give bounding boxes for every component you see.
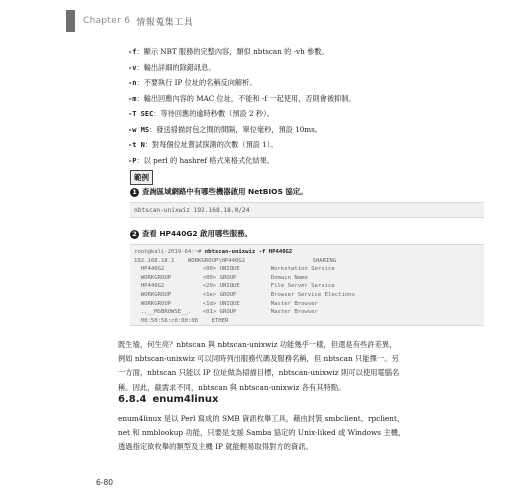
paragraph-line: net 和 nmblookup 功能，只要是支援 Samba 協定的 Unix-liked 或 Windows 主機， xyxy=(118,428,406,438)
shell-prompt: root@kali-2019-64:~# xyxy=(134,249,205,255)
netbios-name: HP440G2 xyxy=(140,283,165,290)
netbios-name: ..__MSBROWSE__. xyxy=(140,309,192,316)
code-block-command: nbtscan-unixwiz 192.168.18.0/24 xyxy=(130,202,484,218)
netbios-desc: Master Browser xyxy=(270,300,318,307)
netbios-name: WORKGROUP xyxy=(140,300,172,307)
step-text: 查詢區域網路中有哪些機器啟用 NetBIOS 協定。 xyxy=(142,187,308,196)
option-description: ：等待回應的逾時秒數（預設 2 秒）。 xyxy=(153,109,274,118)
option-item xyxy=(128,153,488,169)
netbios-name: WORKGROUP xyxy=(140,274,172,281)
option-flag: -v xyxy=(128,63,137,72)
chapter-header xyxy=(66,10,193,32)
paragraph-line: 既生瑜，何生亮？nbtscan 與 nbtscan-unixwiz 功能幾乎一樣，但還是有些許差異， xyxy=(118,340,397,349)
netbios-name: WORKGROUP xyxy=(140,291,172,298)
option-flag: -w MS xyxy=(128,125,150,134)
option-item xyxy=(128,75,488,91)
chapter-title: 情報蒐集工具 xyxy=(136,17,194,28)
netbios-desc: Browser Service Elections xyxy=(270,291,355,298)
body-paragraph xyxy=(118,338,488,395)
option-description: ：發送掃描封包之間的間隔，單位毫秒，預設 10ms。 xyxy=(149,124,322,134)
option-item xyxy=(128,60,488,76)
page-number: 6-80 xyxy=(96,478,114,487)
netbios-desc: Workstation Service xyxy=(270,266,335,273)
code-output-row xyxy=(134,291,484,300)
option-item xyxy=(128,106,488,122)
option-description: ：不要執行 IP 位址的名稱反向解析。 xyxy=(136,78,257,87)
section-title: enum4linux xyxy=(152,394,219,405)
paragraph-line: 稱。因此，截需求不同，nbtscan 與 nbtscan-unixwiz 各有其特點。 xyxy=(118,382,346,392)
paragraph-line: 例如 nbtscan-unixwiz 可以同時列出服務代碼及服務名稱，但 nbtscan 只能擇一。另 xyxy=(118,354,399,364)
body-paragraph xyxy=(118,412,488,455)
option-flag: -P xyxy=(128,156,137,165)
option-item xyxy=(128,137,488,153)
option-flag: -t N xyxy=(128,141,145,149)
paragraph-line: 一方面，nbtscan 只能以 IP 位址做為掃描目標，nbtscan-unixwiz 則可以使用電腦名 xyxy=(118,368,400,378)
option-flag: -n xyxy=(128,79,137,87)
netbios-type: <1d> UNIQUE xyxy=(202,300,240,307)
step-number-badge: 2 xyxy=(130,230,139,239)
netbios-desc: File Server Service xyxy=(270,283,335,290)
section-number: 6.8.4 xyxy=(118,394,147,405)
code-block-output xyxy=(130,244,484,326)
code-output-row xyxy=(134,300,484,309)
code-output-row xyxy=(134,274,484,283)
step-2 xyxy=(130,228,252,239)
netbios-desc: Master Browser xyxy=(270,309,318,316)
netbios-name: HP440G2 xyxy=(140,266,165,273)
option-description: ：以 perl 的 hashref 格式來格式化結果。 xyxy=(136,155,274,165)
netbios-type: <20> UNIQUE xyxy=(202,283,240,290)
shell-command: nbtscan-unixwiz -f HP440G2 xyxy=(204,249,293,255)
code-summary-line: 192.168.18.1 WORKGROUP\HP440G2 SHARING xyxy=(134,257,337,264)
option-description: ：輸出詳細的除錯訊息。 xyxy=(136,62,216,72)
code-mac-line xyxy=(134,317,484,326)
option-description: ：對每個位址嘗試探測的次數（預設 1）。 xyxy=(144,140,278,149)
netbios-type: <00> UNIQUE xyxy=(202,266,240,273)
option-description: ：顯示 NBT 服務的完整內容，類似 nbtscan 的 -vh 參數。 xyxy=(136,47,329,56)
option-list xyxy=(128,44,488,168)
netbios-type: <01> GROUP xyxy=(202,309,237,316)
code-prompt-line xyxy=(134,248,484,257)
option-flag: -T SEC xyxy=(128,110,154,118)
code-output-row xyxy=(134,308,484,317)
option-flag: -f xyxy=(128,48,137,56)
paragraph-line: 透過指定欲枚舉的類型及主機 IP 就能輕易取得對方的資訊。 xyxy=(118,442,313,452)
option-description: ：輸出回應內容的 MAC 位址，不能和 -f 一起使用，否則會被抑制。 xyxy=(136,93,356,103)
paragraph-line: enum4linux 是以 Perl 寫成的 SMB 資訊枚舉工具，藉由封裝 smbclient、rpclient、 xyxy=(118,414,405,423)
chapter-label: Chapter 6 xyxy=(83,16,131,26)
option-item xyxy=(128,122,488,138)
step-text: 查看 HP440G2 啟用哪些服務。 xyxy=(142,229,252,238)
mac-address: 00:50:56:c0:00:08 ETHER xyxy=(140,317,229,324)
netbios-type: <1e> GROUP xyxy=(202,291,237,298)
step-1 xyxy=(130,186,308,197)
step-number-badge: 1 xyxy=(130,188,139,197)
code-output-row xyxy=(134,265,484,274)
chapter-marker-bar xyxy=(66,10,75,32)
code-output-row xyxy=(134,282,484,291)
netbios-desc: Domain Name xyxy=(270,274,308,281)
section-heading xyxy=(118,394,218,405)
option-flag: -m xyxy=(128,94,137,103)
example-badge: 範例 xyxy=(130,170,153,185)
option-item xyxy=(128,91,488,107)
netbios-type: <00> GROUP xyxy=(202,274,237,281)
option-item xyxy=(128,44,488,60)
